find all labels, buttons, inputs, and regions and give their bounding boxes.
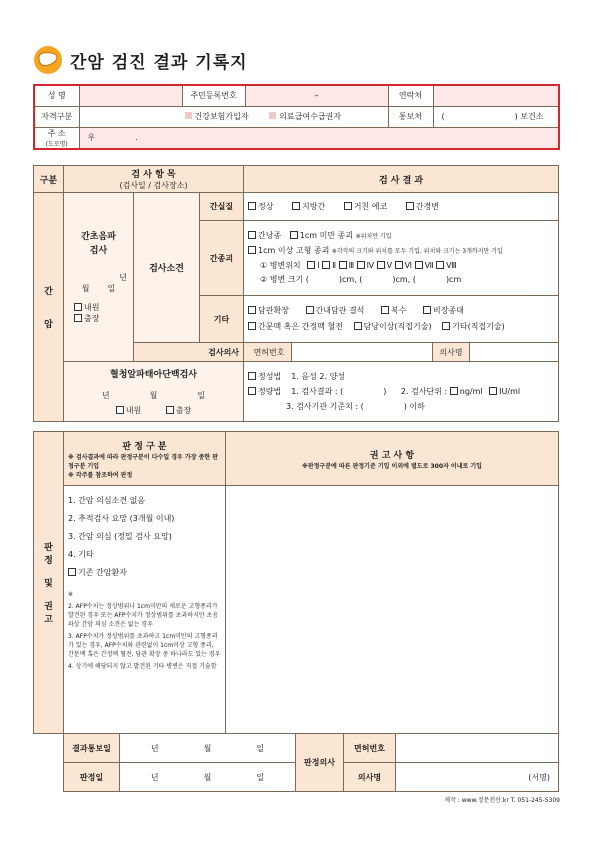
judge-license-field[interactable]	[396, 734, 559, 763]
seg-4-checkbox[interactable]	[357, 261, 365, 269]
exam-doctor-name-label: 의사명	[433, 343, 470, 361]
exam-doctor-name-field[interactable]	[470, 343, 559, 361]
judgment-options: 1. 간암 의심소견 없음 2. 추적검사 요망 (3개월 이내) 3. 간암 의심 (정밀 검사 요망) 4. 기타 기존 간암환자 ※ 2. AFP수치는 정상범위나 1cm미만의 새로운 고형종괴가 발견된 경우 또는 AFP수치가 정상범위를 초과하지만 초음파상 간암 의심 소견은 없는 경우 3. AFP수치가 정상범위를 초과하고 1cm미만의 고형종괴가 있는 경우, AFP수치와 관련없이 1cm이상 고형 종괴, 간문맥 혹은 간정맥 혈전, 담관 확장 중 하나라도 있는 경우 4. 상기에 해당되지 않고 발견된 기타 병변은 직접 기술함	[64, 486, 226, 734]
findings-label: 검사소견	[134, 193, 200, 343]
us-outreach-checkbox[interactable]	[74, 314, 82, 322]
signature-table	[63, 733, 559, 792]
other-splenomegaly-checkbox[interactable]	[423, 306, 431, 314]
exam-doctor-label: 검사의사	[134, 343, 244, 362]
judgment-item-1[interactable]: 1. 간암 의심소견 없음	[68, 496, 146, 505]
seg-6-checkbox[interactable]	[395, 261, 403, 269]
unit-iuml-checkbox[interactable]	[489, 387, 497, 395]
footer-credit: 제작 : www.정문전산.kr T. 051-245-5309	[444, 797, 560, 804]
seg-2-checkbox[interactable]	[322, 261, 330, 269]
seg-5-checkbox[interactable]	[377, 261, 385, 269]
notify-date-field[interactable]: 년 월 일	[120, 734, 296, 763]
par-fatty-checkbox[interactable]	[292, 202, 300, 210]
checkbox-insured[interactable]	[185, 112, 192, 119]
afp-outreach-checkbox[interactable]	[166, 406, 174, 414]
col-result: 검 사 결 과	[244, 166, 559, 193]
other-thrombus-checkbox[interactable]	[248, 322, 256, 330]
judgment-footnotes: ※ 2. AFP수치는 정상범위나 1cm미만의 새로운 고형종괴가 발견된 경우 또는 AFP수치가 정상범위를 초과하지만 초음파상 간암 의심 소견은 없는 경우 3. AFP수치가 정상범위를 초과하고 1cm미만의 고형종괴가 있는 경우, AFP수치와 관련없이 1cm이상 고형 종괴, 간문맥 혹은 간정맥 혈전, 담관 확장 중 하나라도 있는 경우 4. 상기에 해당되지 않고 발견된 기타 병변은 직접 기술함	[68, 591, 221, 670]
other-label: 기타	[200, 296, 244, 343]
judgment-head: 판 정 구 분 ※ 검사결과에 따라 판정구분이 다수일 경우 가장 중한 판정구분 기입 ※ 각주를 참조하여 판정	[64, 432, 226, 486]
judge-date-label: 판정일	[64, 763, 120, 792]
notify-date-label: 결과통보일	[64, 734, 120, 763]
judge-doctor-label: 판정의사	[296, 734, 344, 792]
seg-7-checkbox[interactable]	[415, 261, 423, 269]
checkbox-medical-aid[interactable]	[269, 112, 276, 119]
existing-patient-checkbox[interactable]	[68, 568, 76, 576]
address-label: 주 소 (도로명)	[34, 127, 79, 149]
notify-center-label: 통보처	[388, 106, 433, 127]
afp-qualitative-checkbox[interactable]	[248, 372, 256, 380]
judge-license-label: 면허번호	[344, 734, 396, 763]
parenchyma-options: 정상 지방간 거친 에코 간경변	[244, 193, 559, 221]
col-gubun: 구분	[34, 166, 64, 193]
other-ascites-checkbox[interactable]	[381, 306, 389, 314]
par-cirrhosis-checkbox[interactable]	[406, 202, 414, 210]
afp-cell: 혈청알파태아단백검사 년 월 일 내원 출장	[64, 362, 244, 422]
exam-license-field[interactable]	[292, 343, 433, 361]
judge-doctor-name-label: 의사명	[344, 763, 396, 792]
other-stone-checkbox[interactable]	[306, 306, 314, 314]
name-label: 성 명	[34, 85, 79, 106]
address-field[interactable]: 우 .	[79, 127, 559, 149]
afp-quantitative-checkbox[interactable]	[248, 387, 256, 395]
judge-signature-field[interactable]: (서명)	[396, 763, 559, 792]
exam-table	[33, 165, 559, 422]
tumor-options: 간낭종 1cm 미만 종괴 ※위치만 기입 1cm 이상 고형 종괴 ※각각의 크기와 위치를 모두 기입, 위치와 크기는 3개까지만 기입 ① 병변위치 Ⅰ Ⅱ Ⅲ Ⅳ Ⅴ Ⅵ Ⅶ Ⅷ ② 병변 크기 ( )cm, ( )cm, ( )cm	[244, 221, 559, 296]
document-title: 간암 검진 결과 기록지	[32, 42, 332, 76]
judge-date-field[interactable]: 년 월 일	[120, 763, 296, 792]
parenchyma-label: 간실질	[200, 193, 244, 221]
other-options: 담관확장 간내담관 결석 복수 비장종대 간문맥 혹은 간정맥 혈전 담낭이상(직접기술) 기타(직접기술)	[244, 296, 559, 343]
ultrasound-cell: 간초음파 검사 년 월 일 내원 출장	[64, 193, 134, 362]
liver-logo-icon	[34, 46, 62, 74]
afp-results: 정성법 1. 음성 2. 양성 정량법 1. 검사결과 : ( ) 2. 검사단위 : ng/ml IU/ml 3. 검사기관 기준치 : ( ) 이하	[244, 362, 559, 422]
judgment-table	[33, 431, 559, 734]
exam-license-label: 면허번호	[244, 343, 292, 361]
other-duct-dilation-checkbox[interactable]	[248, 306, 256, 314]
seg-8-checkbox[interactable]	[436, 261, 444, 269]
notify-center-field[interactable]: ( ) 보건소	[433, 106, 559, 127]
judgment-item-4[interactable]: 4. 기타	[68, 550, 94, 559]
judgment-item-3[interactable]: 3. 간암 의심 (정밀 검사 요망)	[68, 532, 172, 541]
col-items: 검 사 항 목 (검사일 / 검사장소)	[64, 166, 244, 193]
afp-visit-checkbox[interactable]	[116, 406, 124, 414]
rrn-field[interactable]: –	[245, 85, 388, 106]
tumor-large-checkbox[interactable]	[248, 246, 256, 254]
patient-info-table	[33, 84, 560, 150]
qualification-options: 건강보험가입자 의료급여수급권자	[79, 106, 388, 127]
seg-1-checkbox[interactable]	[307, 261, 315, 269]
judgment-item-2[interactable]: 2. 추적검사 요망 (3개월 이내)	[68, 514, 175, 523]
unit-ngml-checkbox[interactable]	[450, 387, 458, 395]
par-coarse-checkbox[interactable]	[344, 202, 352, 210]
rrn-label: 주민등록번호	[182, 85, 245, 106]
name-field[interactable]	[79, 85, 182, 106]
contact-label: 연락처	[388, 85, 433, 106]
tumor-label: 간종괴	[200, 221, 244, 296]
recommend-field[interactable]	[226, 486, 559, 734]
par-normal-checkbox[interactable]	[248, 202, 256, 210]
exam-doctor-row	[244, 343, 559, 362]
recommend-head: 권 고 사 항 ※판정구분에 따른 판정기준 기입 이외에 별도로 300자 이내로 기입	[226, 432, 559, 486]
contact-field[interactable]	[433, 85, 559, 106]
tumor-cyst-checkbox[interactable]	[248, 231, 256, 239]
tumor-small-checkbox[interactable]	[290, 231, 298, 239]
judgment-side-label: 판 정 및 권 고	[34, 432, 64, 734]
other-etc-checkbox[interactable]	[442, 322, 450, 330]
qualification-label: 자격구분	[34, 106, 79, 127]
other-gallbladder-checkbox[interactable]	[354, 322, 362, 330]
us-visit-checkbox[interactable]	[74, 303, 82, 311]
liver-cancer-side-label: 간 암	[34, 193, 64, 422]
seg-3-checkbox[interactable]	[339, 261, 347, 269]
